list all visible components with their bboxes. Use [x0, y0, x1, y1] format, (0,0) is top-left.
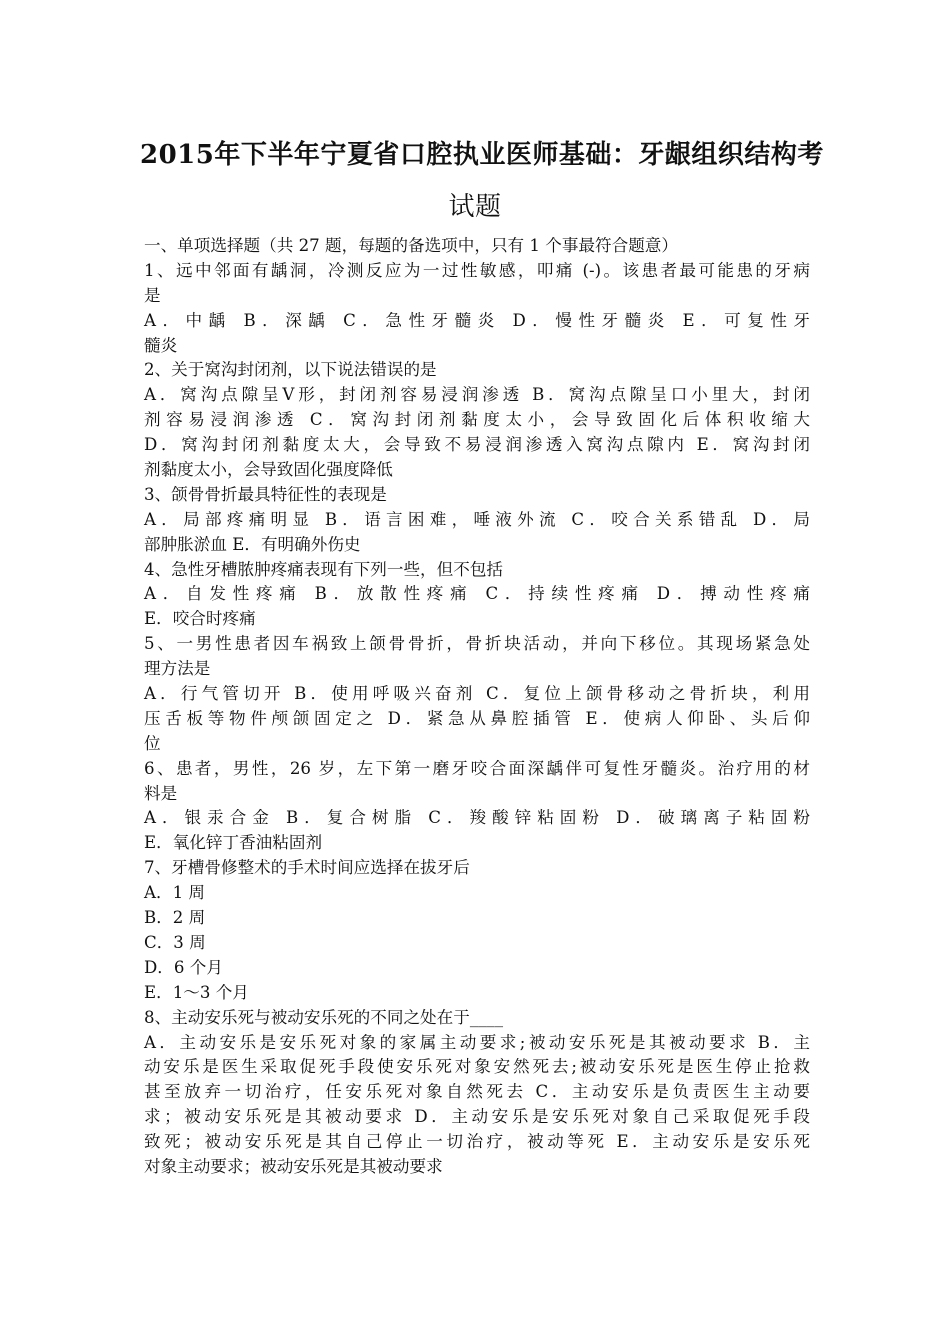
text-line: 致死；被动安乐死是其自己停止一切治疗，被动等死 E．主动安乐是安乐死 — [144, 1132, 810, 1152]
text-line: 髓炎 — [144, 335, 178, 355]
text-line: A．主动安乐是安乐死对象的家属主动要求;被动安乐死是其被动要求 B．主 — [144, 1032, 810, 1052]
text-line: 甚至放弃一切治疗，任安乐死对象自然死去 C．主动安乐是负责医生主动要 — [144, 1082, 810, 1102]
document-title-line-1: 2015年下半年宁夏省口腔执业医师基础：牙龈组织结构考 — [140, 140, 824, 170]
text-line: 动安乐是医生采取促死手段使安乐死对象安然死去;被动安乐死是医生停止抢救 — [144, 1057, 810, 1077]
text-line: 6、患者，男性，26 岁，左下第一磨牙咬合面深龋伴可复性牙髓炎。治疗用的材 — [144, 758, 810, 778]
text-line: A．中龋 B．深龋 C．急性牙髓炎 D．慢性牙髓炎 E．可复性牙 — [144, 310, 810, 330]
text-line: A．窝沟点隙呈Ⅴ形，封闭剂容易浸润渗透 B．窝沟点隙呈口小里大，封闭 — [144, 385, 810, 405]
text-line: A．局部疼痛明显 B．语言困难，唾液外流 C．咬合关系错乱 D．局 — [144, 509, 810, 529]
text-line: A．自发性疼痛 B．放散性疼痛 C．持续性疼痛 D．搏动性疼痛 — [144, 584, 810, 604]
text-line: A．银汞合金 B．复合树脂 C．羧酸锌粘固粉 D．破璃离子粘固粉 — [144, 808, 810, 828]
text-line: E．咬合时疼痛 — [144, 609, 256, 629]
text-line: D．窝沟封闭剂黏度太大，会导致不易浸润渗透入窝沟点隙内 E．窝沟封闭 — [144, 435, 810, 455]
text-line: 理方法是 — [144, 659, 211, 679]
text-line: A．行气管切开 B．使用呼吸兴奋剂 C．复位上颌骨移动之骨折块，利用 — [144, 684, 810, 704]
text-line: 对象主动要求；被动安乐死是其被动要求 — [144, 1156, 443, 1176]
text-line: 是 — [144, 285, 161, 305]
text-line: 一、单项选择题（共 27 题，每题的备选项中，只有 1 个事最符合题意） — [144, 236, 678, 255]
text-line: 4、急性牙槽脓肿疼痛表现有下列一些，但不包括 — [144, 559, 504, 579]
text-line: 料是 — [144, 783, 178, 803]
text-line: D．6 个月 — [144, 957, 223, 977]
text-line: C．3 周 — [144, 932, 206, 952]
question-body — [144, 234, 810, 1180]
text-line: 剂容易浸润渗透 C．窝沟封闭剂黏度太小，会导致固化后体积收缩大 — [144, 410, 810, 430]
text-line: 5、一男性患者因车祸致上颌骨骨折，骨折块活动，并向下移位。其现场紧急处 — [144, 634, 810, 654]
text-line: 8、主动安乐死与被动安乐死的不同之处在于____ — [144, 1007, 504, 1027]
text-line: 部肿胀淤血 E．有明确外伤史 — [144, 534, 361, 554]
text-line: B．2 周 — [144, 908, 206, 928]
text-line: 3、颌骨骨折最具特征性的表现是 — [144, 484, 387, 504]
text-line: E．1～3 个月 — [144, 982, 249, 1002]
text-line: 压舌板等物件颅颌固定之 D．紧急从鼻腔插管 E．使病人仰卧、头后仰 — [144, 708, 810, 728]
text-line: 剂黏度太小，会导致固化强度降低 — [144, 460, 393, 480]
document-title-line-2: 试题 — [448, 192, 502, 222]
text-line: 位 — [144, 733, 161, 753]
text-line: A．1 周 — [144, 883, 206, 903]
text-line: E．氧化锌丁香油粘固剂 — [144, 833, 323, 853]
text-line: 求；被动安乐死是其被动要求 D．主动安乐是安乐死对象自己采取促死手段 — [144, 1107, 810, 1127]
text-line: 2、关于窝沟封闭剂，以下说法错误的是 — [144, 360, 437, 380]
text-line: 7、牙槽骨修整术的手术时间应选择在拔牙后 — [144, 858, 470, 878]
text-line: 1、远中邻面有龋洞，冷测反应为一过性敏感，叩痛 (-)。该患者最可能患的牙病 — [144, 260, 810, 280]
